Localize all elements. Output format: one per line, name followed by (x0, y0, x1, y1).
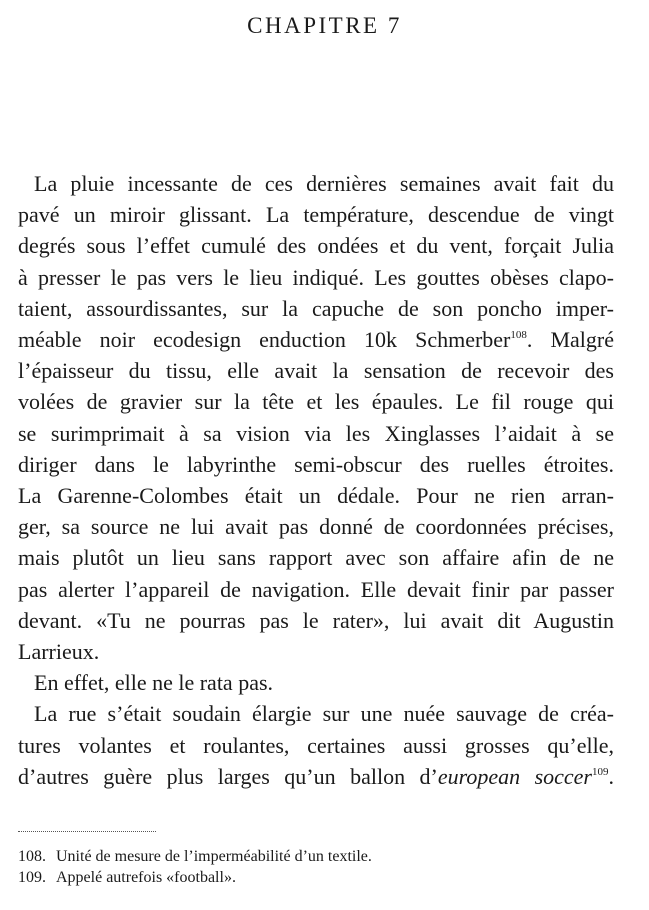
text-segment: . Malgré (526, 327, 615, 353)
footnote-reference-108[interactable]: 108 (510, 328, 527, 341)
italic-phrase: european soccer (437, 763, 592, 789)
footnote-text: Unité de mesure de l’imperméabilité d’un textile. (56, 848, 372, 865)
text-line: à presser le pas vers le lieu indiqué. Les gouttes obèses clapo- (18, 264, 614, 290)
text-line: pas alerter l’appareil de navigation. Elle devait finir par passer (18, 576, 614, 602)
text-line: devant. «Tu ne pourras pas le rater», lui avait dit Augustin (18, 607, 614, 633)
text-line: tures volantes et roulantes, certaines aussi grosses qu’elle, (18, 732, 614, 758)
text-line: taient, assourdissantes, sur la capuche de son poncho imper- (18, 295, 614, 321)
text-line: La rue s’était soudain élargie sur une nuée sauvage de créa- (34, 701, 614, 727)
text-segment: d’autres guère plus larges qu’un ballon d’ (18, 763, 438, 789)
text-line: Larrieux. (18, 639, 100, 665)
footnote-108 (18, 846, 614, 867)
text-line: pavé un miroir glissant. La température, descendue de vingt (18, 202, 614, 228)
footnote-number: 109. (18, 869, 46, 886)
text-line (18, 761, 614, 792)
footnote-text: Appelé autrefois «football». (56, 869, 236, 886)
footnote-number: 108. (18, 848, 46, 865)
body-text (18, 168, 614, 792)
text-line: volées de gravier sur la tête et les épaules. Le fil rouge qui (18, 389, 614, 415)
text-line: se surimprimait à sa vision via les Xinglasses l’aidait à se (18, 420, 614, 446)
text-line (18, 324, 614, 355)
text-segment: . (608, 763, 614, 789)
chapter-title: CHAPITRE 7 (247, 13, 402, 38)
footnotes (18, 846, 614, 888)
footnote-109 (18, 867, 614, 888)
text-line: mais plutôt un lieu sans rapport avec son affaire afin de ne (18, 545, 614, 571)
footnote-separator (18, 831, 156, 832)
text-line: La Garenne-Colombes était un dédale. Pour ne rien arran- (18, 483, 614, 509)
footnote-reference-109[interactable]: 109 (591, 765, 609, 778)
text-line: En effet, elle ne le rata pas. (34, 670, 274, 696)
text-line: ger, sa source ne lui avait pas donné de coordonnées précises, (18, 514, 614, 540)
text-line: l’épaisseur du tissu, elle avait la sensation de recevoir des (18, 358, 614, 384)
text-line: degrés sous l’effet cumulé des ondées et du vent, forçait Julia (18, 233, 614, 259)
text-line: La pluie incessante de ces dernières semaines avait fait du (34, 171, 614, 196)
text-segment: méable noir ecodesign enduction 10k Schmerber (18, 327, 511, 353)
text-line: diriger dans le labyrinthe semi-obscur des ruelles étroites. (18, 451, 614, 477)
